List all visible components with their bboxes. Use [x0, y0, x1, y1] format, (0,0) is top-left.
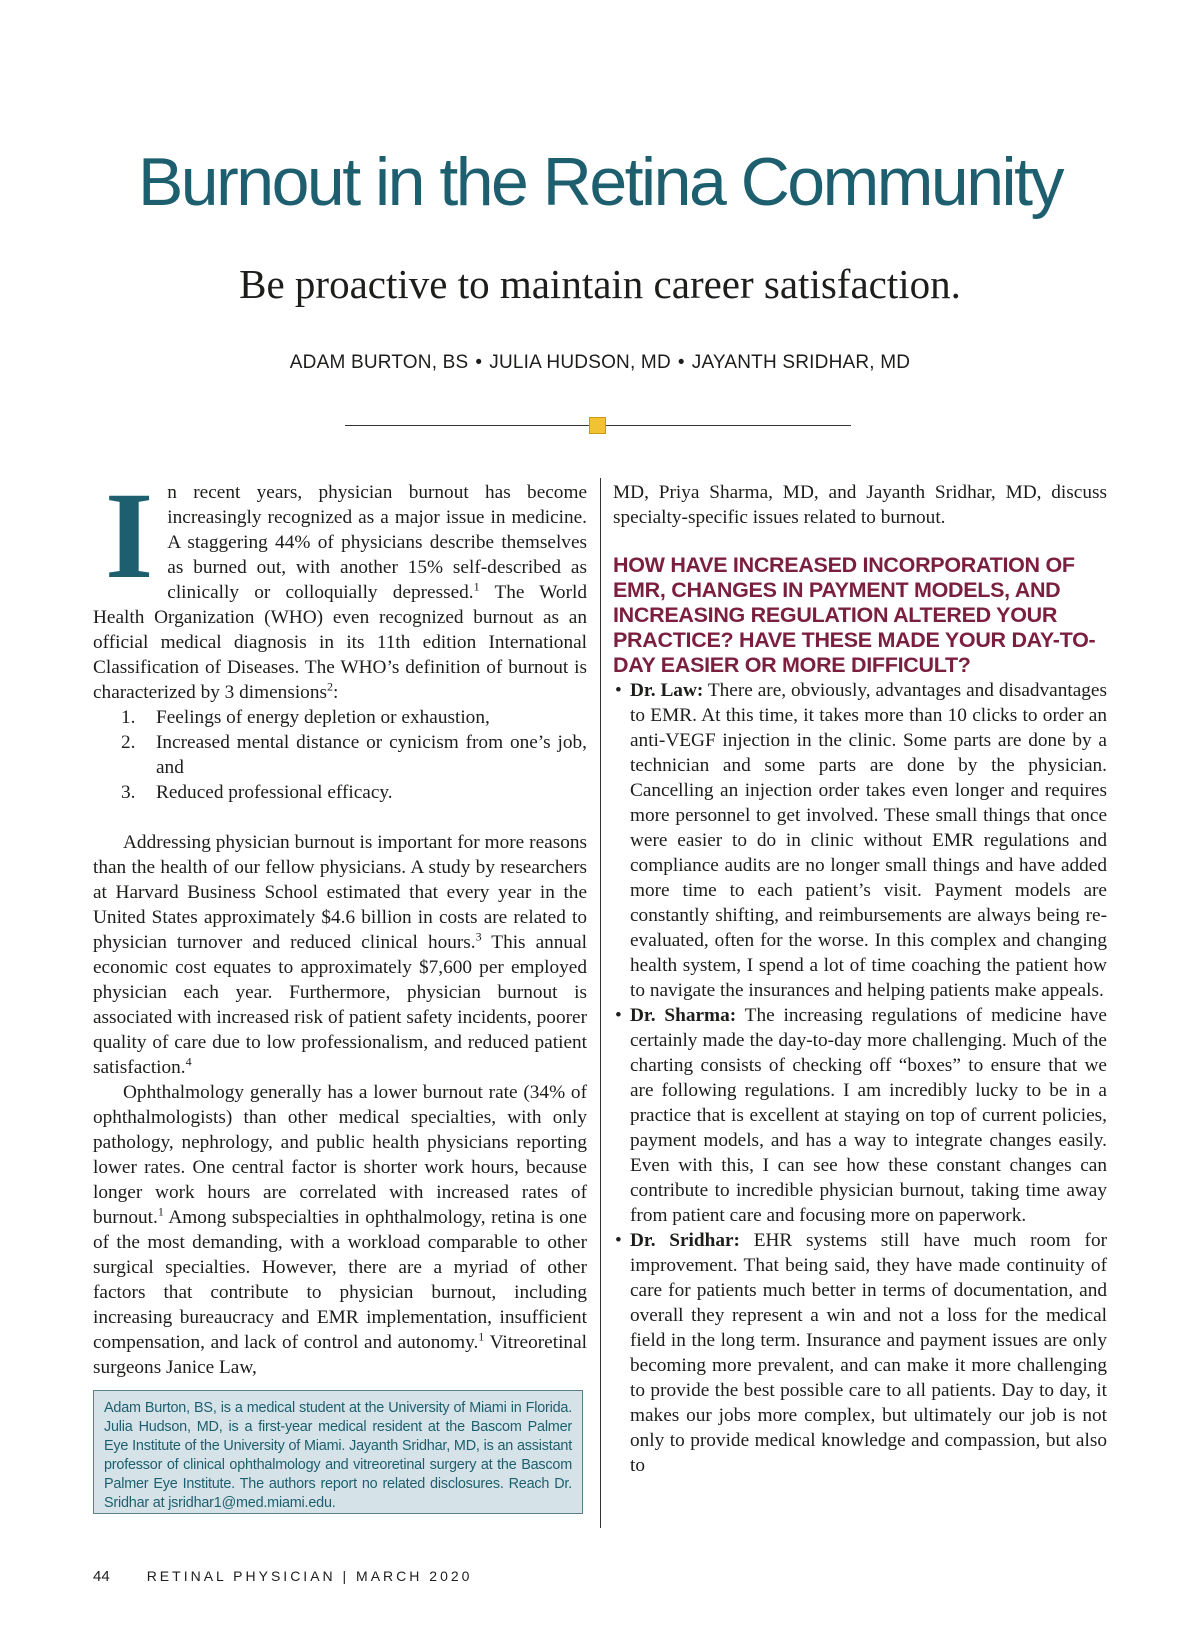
list-text: Increased mental distance or cynicism from one’s job, and [156, 732, 587, 778]
intro-paragraph [93, 467, 587, 705]
column-divider [600, 478, 601, 1528]
reference: 4 [185, 1054, 192, 1069]
section-question-heading: HOW HAVE INCREASED INCORPORATION OF EMR, CHANGES IN PAYMENT MODELS, AND INCREASING REGULATION ALTERED YOUR PRACTICE? HAVE THESE MADE YOUR DAY-TO-DAY EASIER OR MORE DIFFICULT? [613, 553, 1096, 677]
reference: 1 [157, 1204, 164, 1219]
paragraph-text: Ophthalmology generally has a lower burnout rate (34% of ophthalmologists) than other medical specialties, with only pathology, nephrology, and public health physicians reporting lower rates. One central factor is shorter work hours, because longer work hours are correlated with increased rates of burnout. [93, 1082, 587, 1228]
speaker-name: Dr. Sharma: [630, 1005, 737, 1026]
ornament-rule-right [606, 425, 851, 426]
list-item [121, 780, 587, 805]
body-paragraph [93, 1080, 587, 1380]
author-name: ADAM BURTON, BS [289, 352, 469, 373]
answer-item [630, 678, 1107, 1003]
journal-name: RETINAL PHYSICIAN | MARCH 2020 [146, 1568, 473, 1584]
author-line [0, 352, 1200, 374]
list-item [121, 705, 587, 730]
right-column [613, 480, 1107, 1478]
author-separator: • [475, 352, 483, 373]
drop-cap: I [105, 467, 154, 604]
author-name: JULIA HUDSON, MD [489, 352, 671, 373]
author-separator: • [677, 352, 685, 373]
paragraph-text: Among subspecialties in ophthalmology, retina is one of the most demanding, with a workload comparable to other surgical specialties. However, there are a myriad of other factors that contribute to physician burnout, including increasing bureaucracy and EMR implementation, insufficient compensation, and lack of control and autonomy. [93, 1207, 587, 1353]
answers-list [613, 678, 1107, 1478]
author-bio-box: Adam Burton, BS, is a medical student at the University of Miami in Florida. Julia Hudson, MD, is a first-year medical resident at the Bascom Palmer Eye Institute of the University of Miami. Jayanth Sridhar, MD, is an assistant professor of clinical ophthalmology and vitreoretinal surgery at the Bascom Palmer Eye Institute. The authors report no related disclosures. Reach Dr. Sridhar at jsridhar1@med.miami.edu. [93, 1390, 583, 1514]
intro-text-cont: The World Health Organization (WHO) even recognized burnout as an official medical diagnosis in its 11th edition International Classification of Diseases. The WHO’s definition of burnout is characterized by 3 dimensions [93, 582, 587, 703]
list-number: 2. [121, 732, 136, 753]
body-paragraph [93, 830, 587, 1080]
paragraph-text: This annual economic cost equates to approximately $7,600 per employed physician each year. Furthermore, physician burnout is associated with increased risk of patient safety incidents, poorer quality of care due to low professionalism, and reduced patient satisfaction. [93, 932, 587, 1078]
list-number: 1. [121, 707, 136, 728]
reference: 1 [478, 1329, 485, 1344]
paragraph-text: Vitreoretinal surgeons Janice Law, [93, 1332, 587, 1378]
answer-item [630, 1228, 1107, 1478]
page-footer [93, 1568, 472, 1585]
body-paragraph: MD, Priya Sharma, MD, and Jayanth Sridhar, MD, discuss specialty-specific issues related to burnout. [613, 482, 1107, 528]
dimensions-list [93, 705, 587, 805]
answer-text: EHR systems still have much room for improvement. That being said, they have made continuity of care for patients much better in terms of documentation, and overall they represent a win and not a loss for the medical field in the long term. Insurance and payment issues are only becoming more prevalent, and can make it more challenging to provide the best possible care to all patients. Day to day, it makes our jobs more complex, but ultimately our job is not only to provide medical knowledge and compassion, but also to [630, 1230, 1108, 1476]
answer-text: There are, obviously, advantages and disadvantages to EMR. At this time, it takes more than 10 clicks to order an anti-VEGF injection in the clinic. Some parts are done by a technician and some parts are done by the physician. Cancelling an injection order takes even longer and requires more personnel to get involved. These small things that once were easier to do in clinic without EMR regulations and compliance audits are no longer small things and have added more time to each patient’s visit. Payment models are constantly shifting, and reimbursements are always being re-evaluated, often for the worse. In this complex and changing health system, I spend a lot of time coaching the patient how to navigate the insurances and helping patients make appeals. [630, 680, 1107, 1001]
author-name: JAYANTH SRIDHAR, MD [691, 352, 911, 373]
intro-text: n recent years, physician burnout has become increasingly recognized as a major issue in medicine. A staggering 44% of physicians describe themselves as burned out, with another 15% self-described as clinically or colloquially depressed. [167, 482, 587, 603]
paragraph-text: Addressing physician burnout is important for more reasons than the health of our fellow physicians. A study by researchers at Harvard Business School estimated that every year in the United States approximately $4.6 billion in costs are related to physician turnover and reduced clinical hours. [93, 832, 587, 953]
list-text: Reduced professional efficacy. [156, 782, 393, 803]
list-number: 3. [121, 782, 136, 803]
intro-text-end: : [332, 682, 339, 703]
article-title: Burnout in the Retina Community [137, 144, 1063, 220]
article-subtitle: Be proactive to maintain career satisfaction. [239, 261, 961, 307]
reference: 3 [475, 929, 482, 944]
left-column [93, 467, 587, 1380]
answer-item [630, 1003, 1107, 1228]
reference: 1 [473, 579, 480, 594]
page-number: 44 [93, 1568, 110, 1585]
list-text: Feelings of energy depletion or exhaustion, [156, 707, 490, 728]
ornament-square-icon [589, 417, 606, 434]
speaker-name: Dr. Law: [630, 680, 704, 701]
reference: 2 [326, 679, 333, 694]
speaker-name: Dr. Sridhar: [630, 1230, 740, 1251]
answer-text: The increasing regulations of medicine have certainly made the day-to-day more challenging. Much of the charting consists of checking off “boxes” to ensure that we are following regulations. I am incredibly lucky to be in a practice that is excellent at staying on top of current policies, payment models, and has a way to integrate changes easily. Even with this, I can see how these constant changes can contribute to incredible physician burnout, taking time away from patient care and focusing more on paperwork. [630, 1005, 1107, 1226]
list-item [121, 730, 587, 780]
ornament-rule-left [345, 425, 590, 426]
